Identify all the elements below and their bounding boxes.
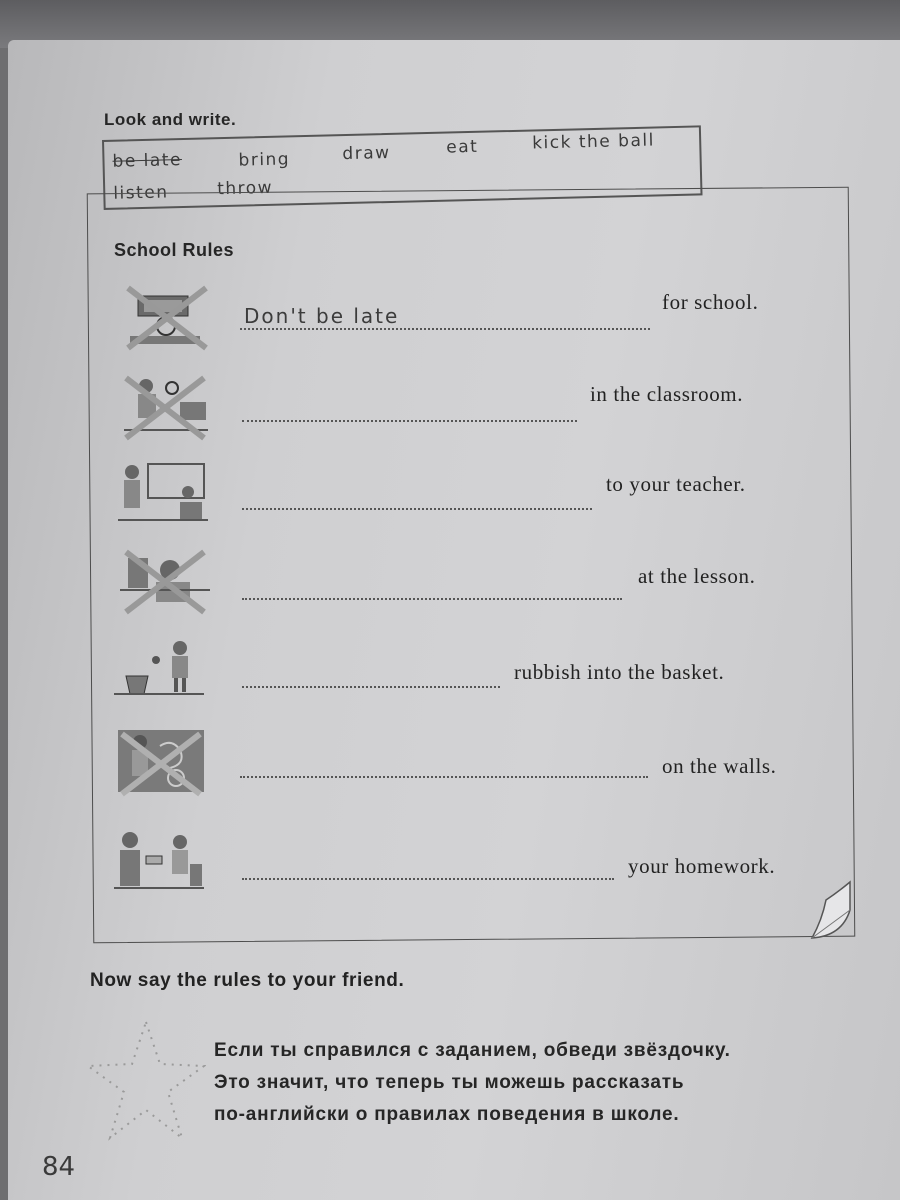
word-bank-item: bring [238, 149, 291, 171]
answer-line[interactable] [242, 878, 614, 880]
answer-line[interactable] [242, 686, 500, 688]
rule-ending: in the classroom. [590, 382, 744, 406]
pupil-eating-crossed-icon [120, 546, 210, 616]
self-check-text-line: по-английски о правилах поведения в школе. [214, 1104, 680, 1125]
page-number: 84 [42, 1152, 76, 1182]
page-curl-decoration [792, 880, 852, 942]
answer-line[interactable] [242, 598, 622, 600]
answer-line[interactable] [240, 328, 650, 330]
rule-row [0, 372, 900, 442]
boy-giving-homework-icon [114, 828, 204, 898]
rule-row [0, 638, 900, 708]
alarm-clock-crossed-icon [122, 282, 212, 352]
answer-text: Don't be late [244, 304, 400, 328]
rule-row [0, 462, 900, 532]
rule-ending: to your teacher. [606, 472, 746, 496]
word-bank-item: eat [446, 136, 479, 158]
exercise-instruction: Look and write. [104, 110, 237, 129]
word-bank-item: draw [342, 142, 391, 165]
rule-row [0, 546, 900, 616]
word-bank-item: listen [113, 182, 169, 204]
rule-ending: on the walls. [662, 754, 777, 778]
girl-throwing-rubbish-icon [114, 638, 204, 708]
answer-line[interactable] [242, 420, 577, 422]
teacher-and-pupil-icon [118, 462, 208, 532]
children-playing-ball-crossed-icon [120, 372, 210, 442]
rule-row [0, 728, 900, 798]
rule-ending: at the lesson. [638, 564, 756, 588]
word-bank-item: be late [112, 150, 183, 172]
self-check-text-line: Если ты справился с заданием, обведи звёздочку. [214, 1040, 731, 1061]
rule-ending: rubbish into the basket. [514, 660, 725, 684]
self-check-text-line: Это значит, что теперь ты можешь рассказать [214, 1072, 685, 1093]
word-bank-item: kick the ball [531, 130, 656, 154]
speaking-instruction: Now say the rules to your friend. [90, 970, 405, 991]
rule-row [0, 828, 900, 898]
answer-line[interactable] [240, 776, 648, 778]
word-bank-item: throw [216, 177, 274, 200]
rule-ending: your homework. [628, 854, 776, 878]
boy-drawing-on-wall-crossed-icon [116, 728, 206, 798]
rule-row [0, 282, 900, 352]
answer-line[interactable] [242, 508, 592, 510]
school-rules-title: School Rules [114, 240, 235, 260]
dotted-star-icon[interactable] [86, 1020, 206, 1150]
rule-ending: for school. [662, 290, 759, 314]
